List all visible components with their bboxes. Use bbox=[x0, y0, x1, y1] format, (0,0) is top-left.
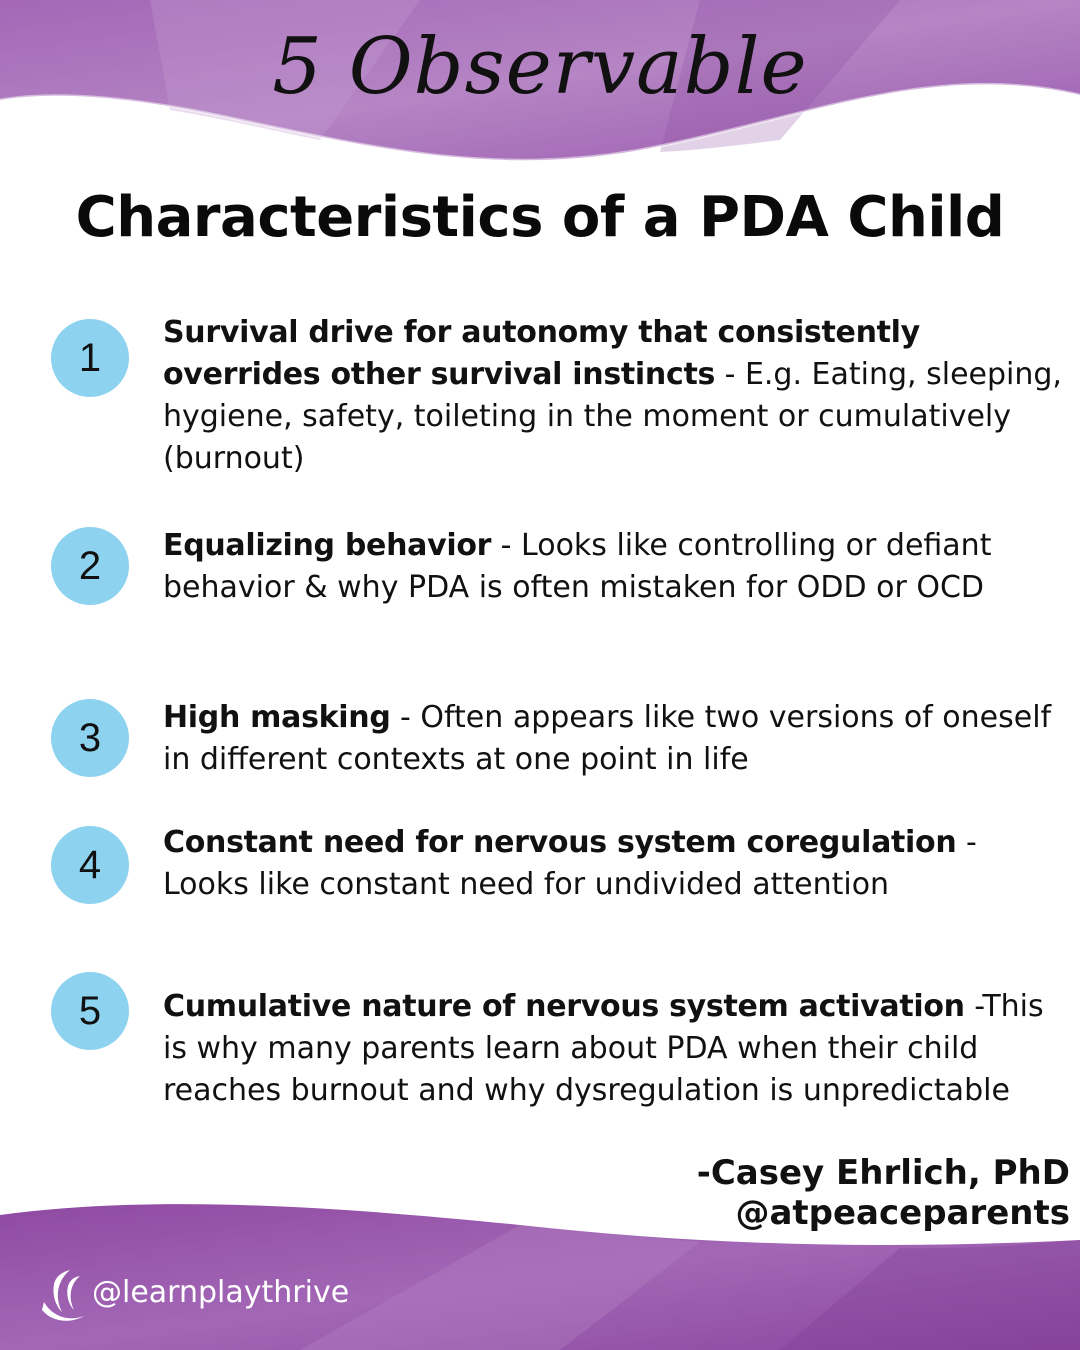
attribution-handle: @atpeaceparents bbox=[735, 1193, 1070, 1233]
leaf-logo-icon bbox=[40, 1262, 94, 1326]
number-badge: 4 bbox=[51, 826, 129, 904]
number-badge: 5 bbox=[51, 972, 129, 1050]
item-text bbox=[163, 986, 1063, 1112]
item-heading: Constant need for nervous system coregulation bbox=[163, 825, 957, 860]
page-title: Characteristics of a PDA Child bbox=[75, 185, 1005, 250]
attribution bbox=[697, 1153, 1070, 1233]
item-text bbox=[163, 822, 1063, 906]
item-description: - Looks like controlling or defiant behavior & why PDA is often mistaken for ODD or OCD bbox=[163, 528, 992, 605]
item-text bbox=[163, 525, 1063, 609]
number-badge: 3 bbox=[51, 699, 129, 777]
item-description: - E.g. Eating, sleeping, hygiene, safety, toileting in the moment or cumulatively (burnout) bbox=[163, 357, 1062, 476]
script-title: 5 Observable bbox=[272, 22, 808, 112]
item-description: - Looks like constant need for undivided attention bbox=[163, 825, 977, 902]
footer-handle: @learnplaythrive bbox=[92, 1275, 350, 1310]
number-badge: 2 bbox=[51, 527, 129, 605]
attribution-author: -Casey Ehrlich, PhD bbox=[696, 1153, 1070, 1193]
item-heading: High masking bbox=[163, 700, 391, 735]
item-description: - Often appears like two versions of oneself in different contexts at one point in life bbox=[163, 700, 1052, 777]
number-badge: 1 bbox=[51, 319, 129, 397]
item-heading: Equalizing behavior bbox=[163, 528, 492, 563]
item-description: -This is why many parents learn about PDA when their child reaches burnout and why dysregulation is unpredictable bbox=[163, 989, 1044, 1108]
item-heading: Cumulative nature of nervous system activation bbox=[163, 989, 965, 1024]
item-text bbox=[163, 312, 1063, 480]
item-text bbox=[163, 697, 1063, 781]
item-heading: Survival drive for autonomy that consistently overrides other survival instincts bbox=[163, 315, 920, 392]
